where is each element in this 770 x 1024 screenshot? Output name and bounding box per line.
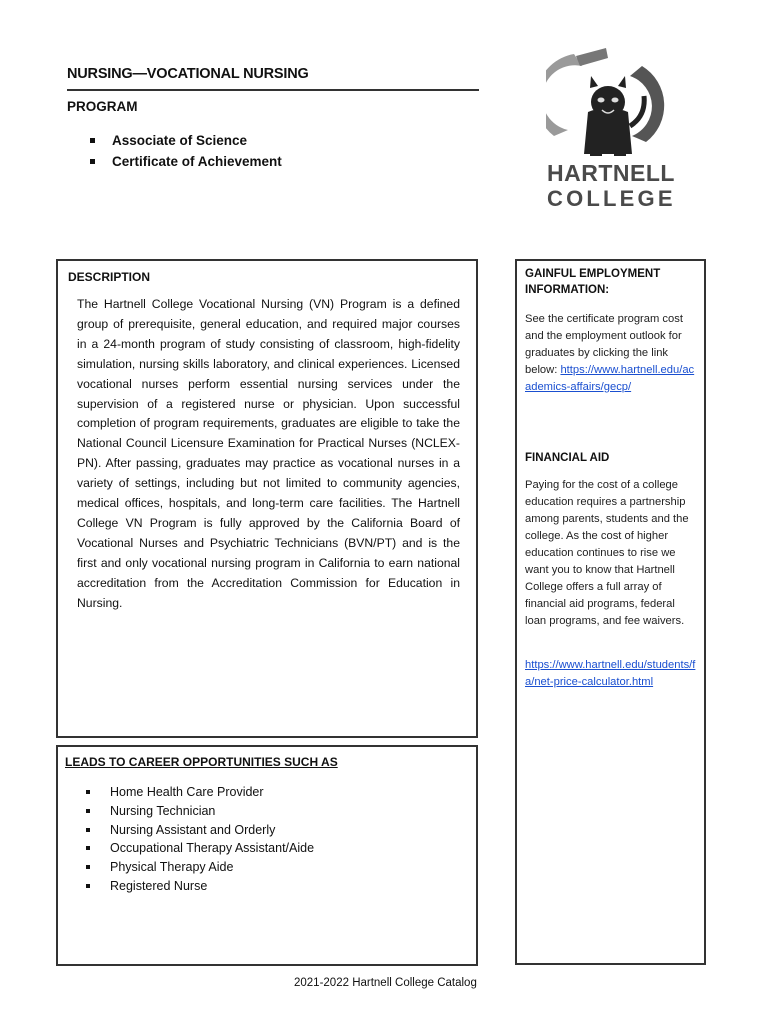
bullet-icon — [86, 884, 90, 888]
list-item — [86, 877, 314, 896]
financial-link[interactable]: https://www.hartnell.edu/students/fa/net-price-calculator.html — [525, 659, 696, 688]
footer-catalog: 2021-2022 Hartnell College Catalog — [294, 977, 477, 989]
gainful-body: See the certificate program cost and the employment outlook for graduates by clicking the link below: — [525, 313, 683, 376]
list-item — [90, 151, 282, 172]
bullet-icon — [86, 865, 90, 869]
careers-list — [86, 783, 314, 896]
career-label: Nursing Technician — [110, 803, 216, 818]
page-title: NURSING—VOCATIONAL NURSING — [67, 66, 309, 82]
bullet-icon — [86, 846, 90, 850]
award-label: Certificate of Achievement — [112, 154, 282, 169]
list-item — [90, 130, 282, 151]
list-item — [86, 858, 314, 877]
career-label: Registered Nurse — [110, 878, 208, 893]
title-divider — [67, 89, 479, 91]
list-item — [86, 802, 314, 821]
list-item — [86, 821, 314, 840]
financial-body: Paying for the cost of a college education requires a partnership among parents, students and the college. As the cost of higher education continues to rise we want you to know that Hartnell College offers a full array of financial aid programs, federal loan programs, and fee waivers. — [525, 479, 689, 627]
description-body: The Hartnell College Vocational Nursing (VN) Program is a defined group of prerequisite, general education, and required major courses in a 24-month program of study consisting of classroom, high-fidelity simulation, nursing skills laboratory, and clinical experiences. Licensed vocational nurses perform essential nursing services under the supervision of a registered nurse or physician. Upon successful completion of program requirements, graduates are eligible to take the National Council Licensure Examination for Practical Nurses (NCLEX-PN). After passing, graduates may practice as vocational nurses in a variety of settings, including but not limited to community agencies, medical offices, hospitals, and long-term care facilities. The Hartnell College VN Program is fully approved by the California Board of Vocational Nurses and Psychiatric Technicians (BVN/PT) and is the first and only vocational nursing program in California to earn national accreditation from the Accreditation Commission for Education in Nursing. — [77, 297, 460, 610]
awards-list — [90, 130, 282, 172]
bullet-icon — [90, 159, 95, 164]
financial-heading: FINANCIAL AID — [525, 452, 610, 464]
logo-text-college: COLLEGE — [547, 186, 676, 211]
career-label: Home Health Care Provider — [110, 785, 264, 799]
award-label: Associate of Science — [112, 133, 248, 148]
bullet-icon — [90, 138, 95, 143]
program-label: PROGRAM — [67, 99, 138, 114]
career-label: Physical Therapy Aide — [110, 860, 234, 875]
logo-text-hartnell: HARTNELL — [547, 160, 675, 186]
description-heading: DESCRIPTION — [68, 270, 151, 284]
careers-heading: LEADS TO CAREER OPPORTUNITIES SUCH AS — [65, 755, 338, 769]
bullet-icon — [86, 809, 90, 813]
bullet-icon — [86, 828, 90, 832]
gainful-heading: GAINFUL EMPLOYMENT INFORMATION: — [525, 268, 661, 296]
gainful-section — [525, 311, 697, 396]
list-item — [86, 839, 314, 858]
bullet-icon — [86, 790, 90, 794]
financial-section-link — [525, 657, 697, 691]
list-item — [86, 783, 314, 802]
career-label: Nursing Assistant and Orderly — [110, 822, 276, 837]
career-label: Occupational Therapy Assistant/Aide — [110, 841, 315, 856]
gainful-link[interactable]: https://www.hartnell.edu/academics-affairs/gecp/ — [525, 364, 695, 393]
